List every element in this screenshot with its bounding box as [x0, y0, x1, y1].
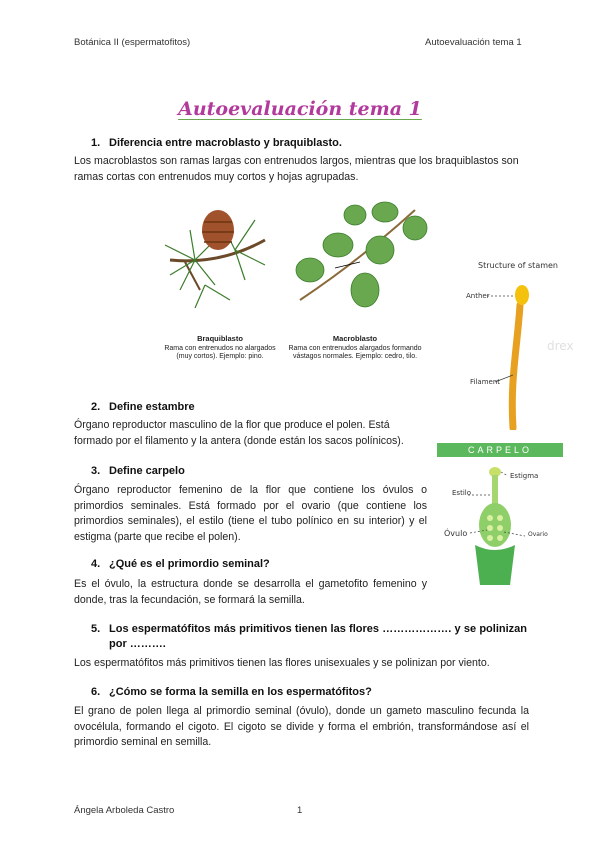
answer-1: Los macroblastos son ramas largas con entrenudos largos, mientras que los braquiblastos son ramas cortas con entrenudos muy cortos y hojas agrupadas. [74, 155, 519, 183]
estilo-shape [492, 475, 498, 507]
header-right: Autoevaluación tema 1 [425, 37, 522, 48]
braquiblasto-title: Braquiblasto [197, 334, 243, 343]
braquiblasto-desc: Rama con entrenudos no alargados (muy cortos). Ejemplo: pino. [164, 344, 276, 361]
question-text: Diferencia entre macroblasto y braquiblasto. [109, 137, 342, 149]
stamen-title: Structure of stamen [478, 261, 559, 270]
footer-page-number: 1 [297, 805, 303, 816]
question-2 [91, 401, 195, 413]
header-left: Botánica II (espermatofitos) [74, 37, 191, 48]
filament-label: Filament [470, 378, 501, 386]
ovario-shape [479, 503, 511, 547]
answer-2: Órgano reproductor masculino de la flor que produce el polen. Está formado por el filamento y la antera (donde están los sacos polínicos). [74, 419, 404, 447]
ovario-label: Ovario [528, 531, 548, 538]
estigma-label: Estigma [510, 472, 539, 480]
branches-figure [160, 190, 450, 340]
pine-branch-illustration [165, 210, 265, 308]
carpel-figure [440, 460, 565, 585]
macroblasto-title: Macroblasto [332, 334, 378, 343]
question-number: 6. [91, 686, 101, 698]
filament-shape [512, 305, 520, 428]
question-text: Los espermatófitos más primitivos tienen las flores ………………. y se polinizan por ………. [109, 623, 527, 650]
anther-label: Anther [466, 292, 490, 300]
linden-branch-illustration [296, 202, 427, 307]
macroblasto-caption [285, 335, 425, 362]
macroblasto-desc: Rama con entrenudos alargados formando vástagos normales. Ejemplo: cedro, tilo. [288, 344, 422, 361]
anther-shape [515, 285, 529, 305]
question-text: ¿Qué es el primordio seminal? [109, 558, 270, 570]
answer-5: Los espermatófitos más primitivos tienen las flores unisexuales y se polinizan por viento. [74, 657, 490, 669]
page-title: Autoevaluación tema 1 [178, 98, 422, 120]
stamen-figure [465, 280, 575, 430]
receptacle-shape [475, 545, 515, 585]
estilo-label: Estilo [452, 489, 471, 497]
question-1 [91, 137, 342, 149]
question-5 [91, 622, 527, 652]
question-number: 2. [91, 401, 101, 413]
answer-3: Órgano reproductor femenino de la flor que contiene los óvulos o primordios seminales. Está formado por el ovario (que contiene los primordios seminales), el estilo (tiene el tubo polínico en su interior) y el estigma (parte que recibe el polen). [74, 484, 427, 543]
question-4 [91, 558, 270, 570]
carpel-banner: CARPELO [437, 443, 563, 457]
question-6 [91, 686, 372, 698]
stamen-watermark: drex [547, 339, 574, 353]
footer-author: Ángela Arboleda Castro [74, 805, 175, 816]
question-number: 1. [91, 137, 101, 149]
braquiblasto-caption [160, 335, 280, 362]
question-number: 3. [91, 465, 101, 477]
question-3 [91, 465, 185, 477]
question-text: Define carpelo [109, 465, 185, 477]
question-text: Define estambre [109, 401, 195, 413]
question-text: ¿Cómo se forma la semilla en los espermatófitos? [109, 686, 372, 698]
answer-6: El grano de polen llega al primordio seminal (óvulo), donde un gameto masculino fecunda la ovocélula, formando el cigoto. El cigoto se divide y forma el embrión, transformándose así el primordio seminal en semilla. [74, 705, 529, 748]
ovulo-label: Óvulo [444, 529, 468, 538]
question-number: 4. [91, 558, 101, 570]
question-number: 5. [91, 623, 101, 635]
answer-4: Es el óvulo, la estructura donde se desarrolla el gametofito femenino y donde, tras la fecundación, se formará la semilla. [74, 578, 427, 606]
